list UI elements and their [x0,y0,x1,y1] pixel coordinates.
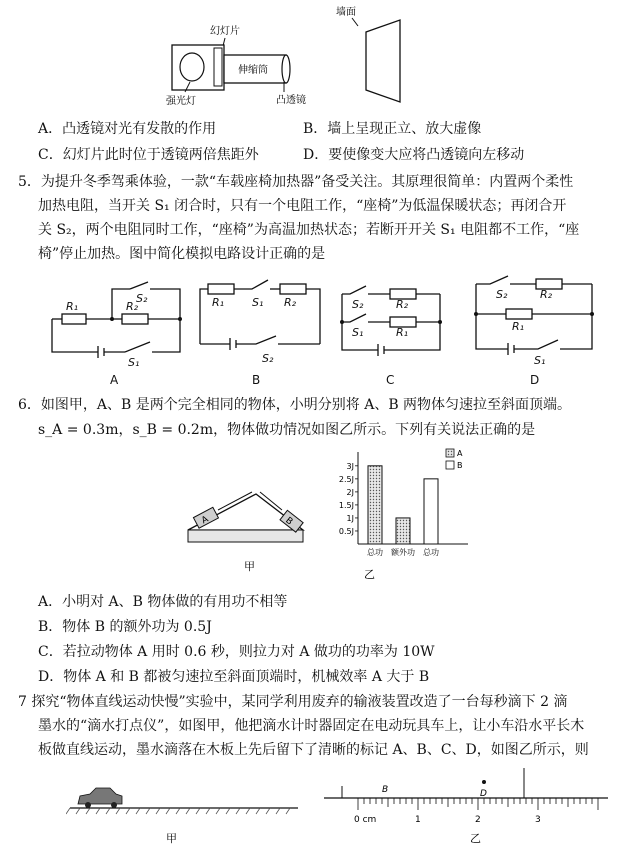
mark-d-dot [482,780,486,784]
wall-screen [366,20,400,102]
q4-option-c: C．幻灯片此时位于透镜两倍焦距外 [38,147,259,163]
circuit-a-s1: S₁ [128,356,140,369]
q6-line-1: 6．如图甲，A、B 是两个完全相同的物体，小明分别将 A、B 两物体匀速拉至斜面顶端。 [18,397,572,413]
car-caption: 甲 [166,832,177,845]
circuit-d-s2: S₂ [496,288,508,301]
legend-swatch-B [446,461,454,469]
wall-label: 墙面 [336,7,356,18]
chart-caption: 乙 [364,568,375,581]
circuit-label-c: C [386,373,395,387]
circuit-d-s1: S₁ [534,354,546,367]
mark-b-label: B [382,785,389,795]
q4-option-a: A．凸透镜对光有发散的作用 [38,121,217,137]
y-tick-label: 0.5J [338,526,354,536]
svg-text:B: B [283,515,295,528]
q6-option-b: B．物体 B 的额外功为 0.5J [38,619,212,635]
q6-option-d: D．物体 A 和 B 都被匀速拉至斜面顶端时，机械效率 A 大于 B [38,669,430,685]
circuit-c-r2: R₂ [396,298,409,311]
slide-label: 幻灯片 [210,26,240,37]
circuit-d-r2: R₂ [540,288,553,301]
circuit-a-s2: S₂ [136,292,148,305]
q7-line-3: 板做直线运动，墨水滴落在木板上先后留下了清晰的标记 A、B、C、D，如图乙所示，则 [38,742,589,758]
q7-line-1: 7 探究“物体直线运动快慢”实验中，某同学利用废弃的输液装置改造了一台每秒滴下 2 滴 [18,694,568,710]
ruler-label-2: 2 [475,815,481,825]
q6-line-2: s_A = 0.3m，s_B = 0.2m，物体做功情况如图乙所示。下列有关说法正确的是 [38,422,536,438]
incline-figure [178,470,318,585]
bar-A [396,518,410,544]
legend-label-A: A [457,449,463,458]
convex-lens [282,55,290,83]
y-tick-label: 2.5J [338,474,354,484]
x-tick-label: 额外功 [391,548,415,557]
lamp-bulb [180,53,204,81]
x-tick-label: 总功 [423,548,439,557]
q6-option-c: C．若拉动物体 A 用时 0.6 秒，则拉力对 A 做功的功率为 10W [38,644,435,660]
q5-line-1: 5．为提升冬季驾乘体验，一款“车载座椅加热器”备受关注。其原理很简单：内置两个柔性 [18,174,574,190]
circuit-c-s1: S₁ [352,326,364,339]
circuit-diagrams [30,274,610,394]
legend-swatch-A [446,449,454,457]
ruler-label-1: 1 [415,815,421,825]
circuit-label-b: B [252,373,261,387]
lamp-label: 强光灯 [166,96,196,107]
q4-option-d: D．要使像变大应将凸透镜向左移动 [303,147,525,163]
y-tick-label: 1J [346,513,354,523]
tube-label: 伸缩筒 [238,65,268,76]
circuit-c-r1: R₁ [396,326,409,339]
y-tick-label: 1.5J [338,500,354,510]
circuit-d-r1: R₁ [512,320,525,333]
circuit-c-s2: S₂ [352,298,364,311]
q7-line-2: 墨水的“滴水打点仪”，如图甲，他把滴水计时器固定在电动玩具车上，让小车沿水平长木 [38,718,585,734]
slide-plate [214,48,222,86]
q5-line-3: 关 S₂，两个电阻同时工作，“座椅”为高温加热状态；若断开开关 S₁ 电阻都不工作，“座 [38,222,580,238]
y-tick-label: 2J [346,487,354,497]
y-tick-label: 3J [346,461,354,471]
circuit-b-s2: S₂ [262,352,274,365]
toy-car-figure [66,780,306,846]
q5-line-2: 加热电阻，当开关 S₁ 闭合时，只有一个电阻工作，“座椅”为低温保暖状态；再闭合开 [38,198,567,214]
ruler-label-0: 0 cm [354,815,377,825]
work-bar-chart [330,444,480,589]
circuit-a-r2: R₂ [126,300,139,313]
q6-option-a: A．小明对 A、B 物体做的有用功不相等 [38,594,288,610]
circuit-b-r1: R₁ [212,296,225,309]
incline-caption: 甲 [244,560,255,573]
circuit-b-s1: S₁ [252,296,264,309]
bar-B [424,479,438,544]
lens-label: 凸透镜 [276,95,306,106]
svg-text:A: A [200,514,211,527]
q4-option-b: B．墙上呈现正立、放大虚像 [303,121,482,137]
circuit-label-d: D [530,373,540,387]
toy-car [78,788,122,804]
legend-label-B: B [457,461,463,470]
q5-line-4: 椅”停止加热。图中简化模拟电路设计正确的是 [38,246,326,262]
ruler-label-3: 3 [535,815,541,825]
ruler-figure [318,760,618,846]
ruler-caption: 乙 [470,832,481,845]
circuit-b-r2: R₂ [284,296,297,309]
x-tick-label: 总功 [367,548,383,557]
circuit-label-a: A [110,373,119,387]
circuit-a-r1: R₁ [66,300,79,313]
bar-A [368,466,382,544]
mark-d-label: D [480,789,487,799]
projector-figure [160,0,420,118]
